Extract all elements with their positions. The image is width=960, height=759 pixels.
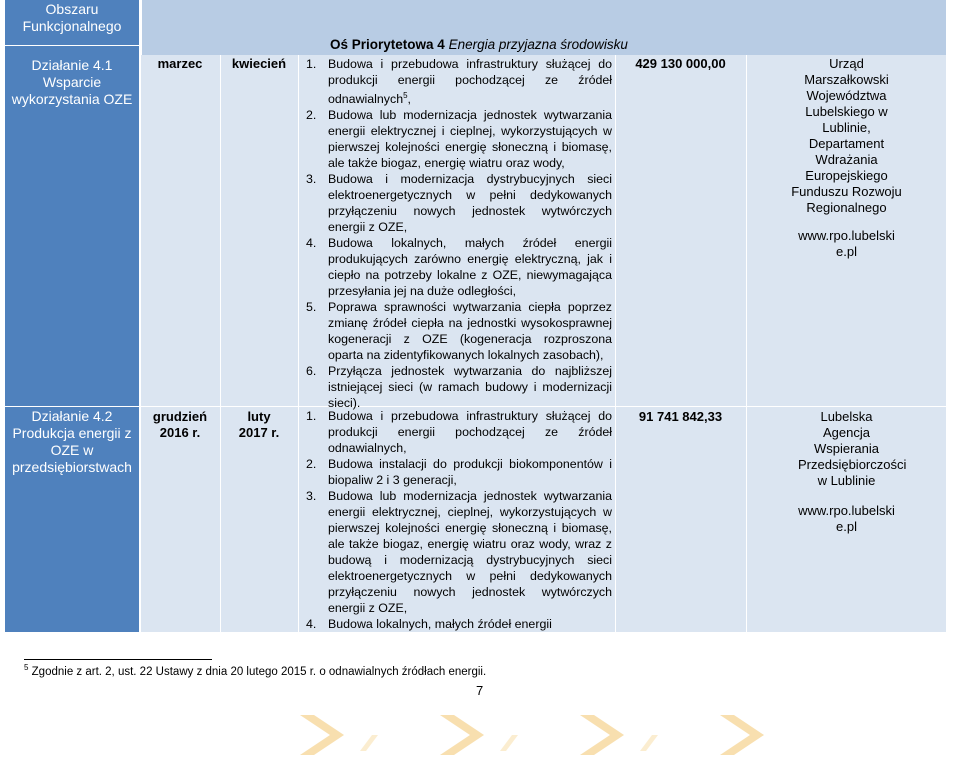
header-band	[142, 0, 946, 37]
item-text: Budowa lokalnych, małych źródeł energii	[328, 617, 552, 631]
list-item	[300, 299, 612, 363]
action-4-2	[5, 408, 139, 476]
page-number: 7	[476, 683, 484, 698]
footnote-mark: 5	[24, 663, 29, 672]
footnote-ref: 5	[403, 91, 408, 100]
item-text: Budowa i przebudowa infrastruktury służącej do produkcji energii pochodzącej ze źródeł odnawialnych,	[328, 409, 612, 455]
institution	[748, 409, 945, 535]
item-text: Budowa i przebudowa infrastruktury służącej do produkcji energii pochodzącej ze źródeł odnawialnych	[328, 57, 612, 107]
item-text: Budowa lub modernizacja jednostek wytwarzania energii elektrycznej i cieplnej, wykorzystujących w pierwszej kolejności energię słoneczną i biomasę, ale także biogaz, energię wiatru oraz wody,	[328, 108, 612, 171]
col-divider	[615, 55, 616, 632]
action-number: Działanie 4.2	[31, 408, 113, 424]
allocation-amount: 429 130 000,00	[635, 56, 726, 71]
item-number: 4.	[306, 236, 317, 251]
item-text: Poprawa sprawności wytwarzania ciepła poprzez zmianę źródeł ciepła na jednostki wysokosprawnej kogeneracji z OZE (kogeneracja rozproszona oparta na zidentyfikowanych lokalnych zasobach),	[328, 300, 612, 363]
institution-name: Lubelska Agencja Wspierania Przedsiębiorczości w Lublinie	[798, 409, 907, 488]
item-text: Przyłącza jednostek wytwarzania do najbliższej istniejącej sieci (w ramach budowy i modernizacji sieci).	[328, 364, 612, 411]
decorative-footer	[0, 705, 960, 759]
list-item	[300, 616, 612, 632]
item-number: 1.	[306, 57, 317, 71]
col-divider	[140, 55, 141, 632]
institution-name: Urząd Marszałkowski Województwa Lubelskiego w Lublinie, Departament Wdrażania Europejskiego Funduszu Rozwoju Regionalnego	[791, 56, 902, 215]
item-text: Budowa lub modernizacja jednostek wytwarzania energii elektrycznej, cieplnej, wykorzystujących w pierwszej kolejności energię słoneczną i biomasę, ale także biogaz, energię wiatru oraz wody, wraz z budową i modernizacją dystrybucyjnych sieci elektroenergetycznych w pełni dedykowanych przyłączeniu nowych jednostek wytwórczych energii z OZE,	[328, 489, 612, 615]
action-description: Produkcja energii z OZE w przedsiębiorstwach	[12, 425, 132, 475]
item-number: 3.	[306, 172, 317, 187]
item-text: Budowa instalacji do produkcji biokomponentów i biopaliw 2 i 3 generacji,	[328, 457, 612, 487]
item-number: 2.	[306, 457, 317, 471]
item-text: Budowa lokalnych, małych źródeł energii produkujących zarówno energię elektryczną, jak i ciepło na potrzeby lokalne z OZE, niewymagająca przesyłania jej na duże odległości,	[328, 236, 612, 299]
header-divider	[5, 45, 139, 46]
item-text: Budowa i modernizacja dystrybucyjnych sieci elektroenergetycznych w pełni dedykowanych przyłączeniu nowych jednostek wytwórczych energii z OZE,	[328, 172, 612, 235]
list-item	[300, 488, 612, 616]
item-number: 4.	[306, 617, 317, 631]
institution	[748, 56, 945, 260]
row-divider	[5, 406, 139, 407]
list-item	[300, 171, 612, 235]
col-divider	[220, 55, 221, 632]
end-month: luty 2017 r.	[238, 409, 280, 440]
list-item	[300, 107, 612, 171]
col-divider	[298, 55, 299, 632]
start-month: marzec	[157, 56, 203, 71]
website-link[interactable]: www.rpo.lubelskie.pl	[798, 228, 895, 259]
column-header-title: Obszaru Funkcjonalnego	[22, 1, 122, 34]
item-number: 2.	[306, 108, 317, 123]
item-number: 3.	[306, 489, 317, 503]
item-tail: ,	[407, 92, 411, 107]
list-item	[300, 363, 612, 411]
action-4-1	[5, 57, 139, 108]
list-item	[300, 456, 612, 488]
allocation-amount: 91 741 842,33	[638, 409, 723, 424]
item-number: 1.	[306, 409, 317, 423]
priority-axis-title	[330, 37, 628, 52]
item-number: 6.	[306, 364, 317, 379]
axis-prefix: Oś Priorytetowa 4	[330, 37, 445, 52]
action-number: Działanie 4.1	[31, 57, 113, 73]
website-link[interactable]: www.rpo.lubelskie.pl	[798, 503, 895, 534]
list-item	[300, 56, 612, 107]
start-month: grudzień 2016 r.	[152, 409, 208, 440]
end-month: kwiecień	[231, 56, 287, 71]
axis-name: Energia przyjazna środowisku	[448, 37, 628, 52]
footnote-text: Zgodnie z art. 2, ust. 22 Ustawy z dnia 20 lutego 2015 r. o odnawialnych źródłach energii.	[31, 665, 487, 678]
list-item	[300, 408, 612, 456]
list-item	[300, 235, 612, 299]
col-divider	[746, 55, 747, 632]
chevron-icon	[300, 715, 764, 755]
scope-list	[300, 56, 612, 411]
footnote	[24, 663, 486, 678]
action-description: Wsparcie wykorzystania OZE	[11, 74, 133, 107]
footnote-separator	[24, 659, 212, 660]
scope-list	[300, 408, 612, 632]
item-number: 5.	[306, 300, 317, 315]
